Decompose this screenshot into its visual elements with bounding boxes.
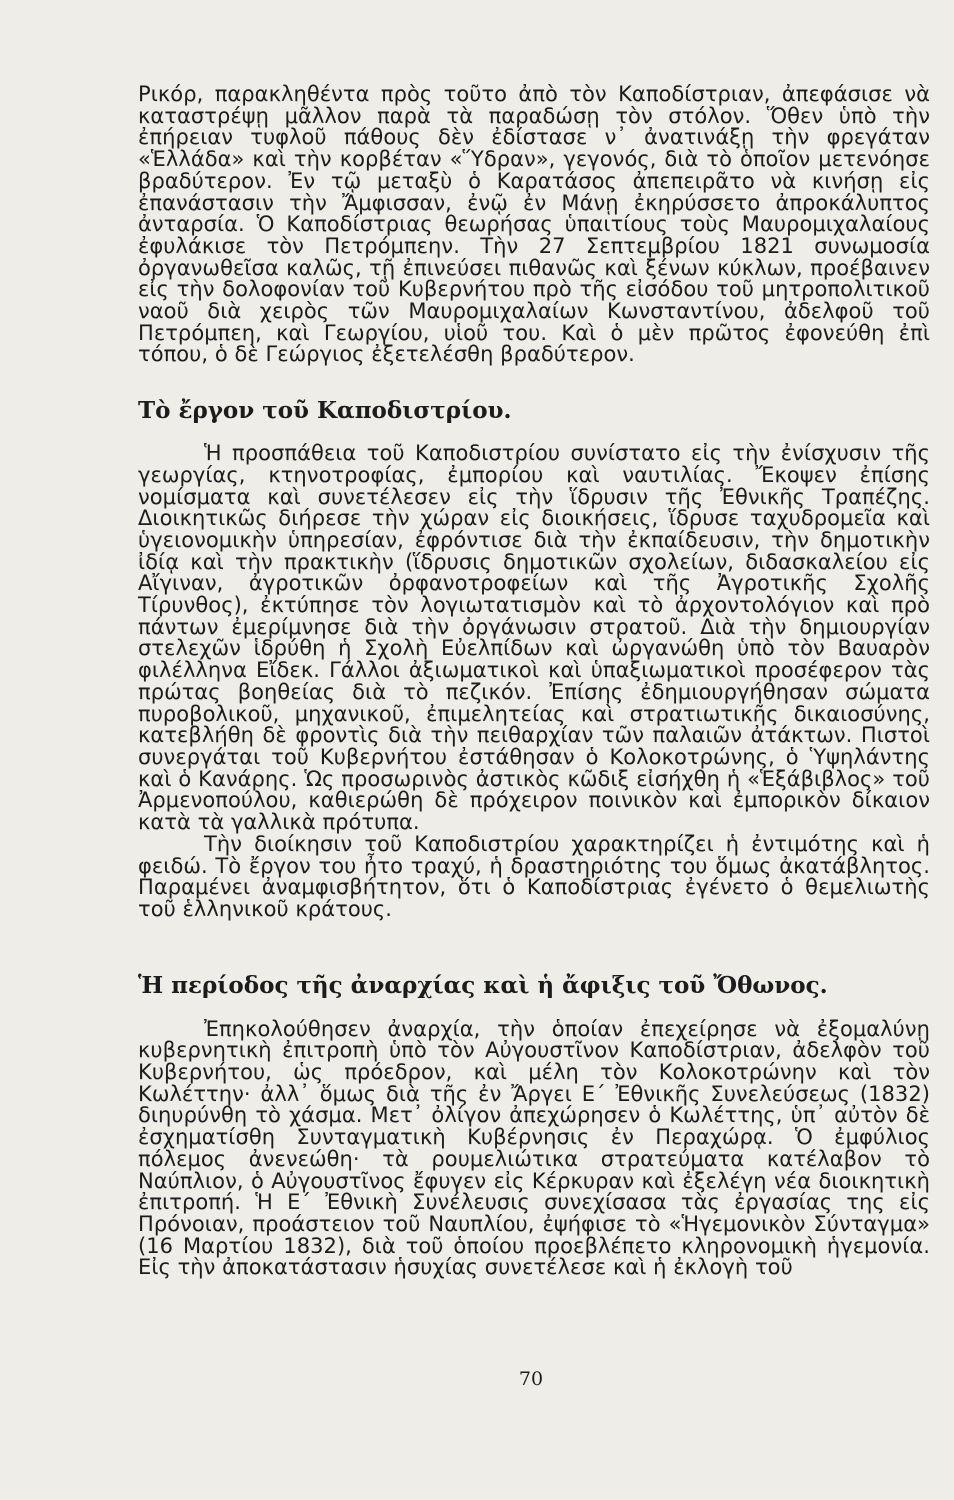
body-paragraph: Ἡ προσπάθεια τοῦ Καποδιστρίου συνίστατο εἰς τὴν ἐνίσχυσιν τῆς γεωργίας, κτηνοτροφίας, ἐμπορίου καὶ ναυτιλίας. Ἔκοψεν ἐπίσης νομίσματα καὶ συνετέλεσεν εἰς τὴν ἵδρυσιν τῆς Ἐθνικῆς Τραπέζης. Διοικητικῶς διήρεσε τὴν χώραν εἰς διοικήσεις, ἵδρυσε ταχυδρομεῖα καὶ ὑγειονομικὴν ὑπηρεσίαν, ἐφρόντισε διὰ τὴν ἐκπαίδευσιν, τὴν δημοτικὴν ἰδίᾳ καὶ τὴν πρακτικὴν (ἵδρυσις δημοτικῶν σχολείων, διδασκαλείου εἰς Αἴγιναν, ἀγροτικῶν ὀρφανοτροφείων καὶ τῆς Ἀγροτικῆς Σχολῆς Τίρυνθος), ἐκτύπησε τὸν λογιωτατισμὸν καὶ τὸ ἀρχοντολόγιον καὶ πρὸ πάντων ἐμερίμνησε διὰ τὴν ὀργάνωσιν στρατοῦ. Διὰ τὴν δημιουργίαν στελεχῶν ἱδρύθη ἡ Σχολὴ Εὐελπίδων καὶ ὠργανώθη ὑπὸ τὸν Βαυαρὸν φιλέλληνα Εἴδεκ. Γάλλοι ἀξιωματικοὶ καὶ ὑπαξιωματικοὶ προσέφερον τὰς πρώτας βοηθείας διὰ τὸ πεζικόν. Ἐπίσης ἐδημιουργήθησαν σώματα πυροβολικοῦ, μηχανικοῦ, ἐπιμελητείας καὶ στρατιωτικῆς δικαιοσύνης, κατεβλήθη δὲ φροντὶς διὰ τὴν πειθαρχίαν τῶν παλαιῶν ἀτάκτων. Πιστοὶ συνεργάται τοῦ Κυβερνήτου ἐστάθησαν ὁ Κολοκοτρώνης, ὁ Ὑψηλάντης καὶ ὁ Κανάρης. Ὡς προσωρινὸς ἀστικὸς κῶδιξ εἰσήχθη ἡ «Ἑξάβιβλος» τοῦ Ἀρμενοπούλου, καθιερώθη δὲ πρόχειρον ποινικὸν καὶ ἐμπορικὸν δίκαιον κατὰ τὰ γαλλικὰ πρότυπα. [138, 441, 930, 835]
body-paragraph: Ἐπηκολούθησεν ἀναρχία, τὴν ὁποίαν ἐπεχείρησε νὰ ἐξομαλύνῃ κυβερνητικὴ ἐπιτροπὴ ὑπὸ τὸν Αὐγουστῖνον Καποδίστριαν, ἀδελφὸν τοῦ Κυβερνήτου, ὡς πρόεδρον, καὶ μέλη τὸν Κολοκοτρώνην καὶ τὸν Κωλέττην· ἀλλ᾽ ὅμως διὰ τῆς ἐν Ἄργει Ε΄ Ἐθνικῆς Συνελεύσεως (1832) διηυρύνθη τὸ χάσμα. Μετ᾽ ὀλίγον ἀπεχώρησεν ὁ Κωλέττης, ὑπ᾽ αὐτὸν δὲ ἐσχηματίσθη Συνταγματικὴ Κυβέρνησις ἐν Περαχώρᾳ. Ὁ ἐμφύλιος πόλεμος ἀνενεώθη· τὰ ρουμελιώτικα στρατεύματα κατέλαβον τὸ Ναύπλιον, ὁ Αὐγουστῖνος ἔφυγεν εἰς Κέρκυραν καὶ ἐξελέγη νέα διοικητικὴ ἐπιτροπή. Ἡ Ε΄ Ἐθνικὴ Συνέλευσις συνεχίσασα τὰς ἐργασίας της εἰς Πρόνοιαν, προάστειον τοῦ Ναυπλίου, ἐψήφισε τὸ «Ἡγεμονικὸν Σύνταγμα» (16 Μαρτίου 1832), διὰ τοῦ ὁποίου προεβλέπετο κληρονομικὴ ἡγεμονία. Εἰς τὴν ἀποκατάστασιν ἡσυχίας συνετέλεσε καὶ ἡ ἐκλογὴ τοῦ [138, 1016, 930, 1280]
page-number: 70 [518, 1368, 544, 1390]
body-paragraph: Ρικόρ, παρακληθέντα πρὸς τοῦτο ἀπὸ τὸν Καποδίστριαν, ἀπεφάσισε νὰ καταστρέψῃ μᾶλλον παρὰ τὰ παραδώσῃ τὸν στόλον. Ὅθεν ὑπὸ τὴν ἐπήρειαν τυφλοῦ πάθους δὲν ἐδίστασε ν᾽ ἀνατινάξῃ τὴν φρεγάταν «Ἑλλάδα» καὶ τὴν κορβέταν «Ὕδραν», γεγονός, διὰ τὸ ὁποῖον μετενόησε βραδύτερον. Ἐν τῷ μεταξὺ ὁ Καρατάσος ἀπεπειρᾶτο νὰ κινήσῃ εἰς ἐπανάστασιν τὴν Ἄμφισσαν, ἐνῷ ἐν Μάνῃ ἐκηρύσσετο ἀπροκάλυπτος ἀνταρσία. Ὁ Καποδίστριας θεωρήσας ὑπαιτίους τοὺς Μαυρομιχαλαίους ἐφυλάκισε τὸν Πετρόμπεην. Τὴν 27 Σεπτεμβρίου 1821 συνωμοσία ὀργανωθεῖσα καλῶς, τῇ ἐπινεύσει πιθανῶς καὶ ξένων κύκλων, προέβαινεν εἰς τὴν δολοφονίαν τοῦ Κυβερνήτου πρὸ τῆς εἰσόδου τοῦ μητροπολιτικοῦ ναοῦ διὰ χειρὸς τῶν Μαυρομιχαλαίων Κωνσταντίνου, ἀδελφοῦ τοῦ Πετρόμπεη, καὶ Γεωργίου, υἱοῦ του. Καὶ ὁ μὲν πρῶτος ἐφονεύθη ἐπὶ τόπου, ὁ δὲ Γεώργιος ἐξετελέσθη βραδύτερον. [138, 82, 930, 367]
body-paragraph: Τὴν διοίκησιν τοῦ Καποδιστρίου χαρακτηρίζει ἡ ἐντιμότης καὶ ἡ φειδώ. Τὸ ἔργον του ἦτο τραχύ, ἡ δραστηριότης του ὅμως ἀκατάβλητος. Παραμένει ἀναμφισβήτητον, ὅτι ὁ Καποδίστριας ἐγένετο ὁ θεμελιωτὴς τοῦ ἑλληνικοῦ κράτους. [138, 831, 930, 921]
book-page [138, 84, 930, 1279]
section-heading-kapodistrias-work: Τὸ ἔργον τοῦ Καποδιστρίου. [138, 397, 512, 425]
section-heading-anarchy-period: Ἡ περίοδος τῆς ἀναρχίας καὶ ἡ ἄφιξις τοῦ Ὄθωνος. [138, 971, 828, 999]
